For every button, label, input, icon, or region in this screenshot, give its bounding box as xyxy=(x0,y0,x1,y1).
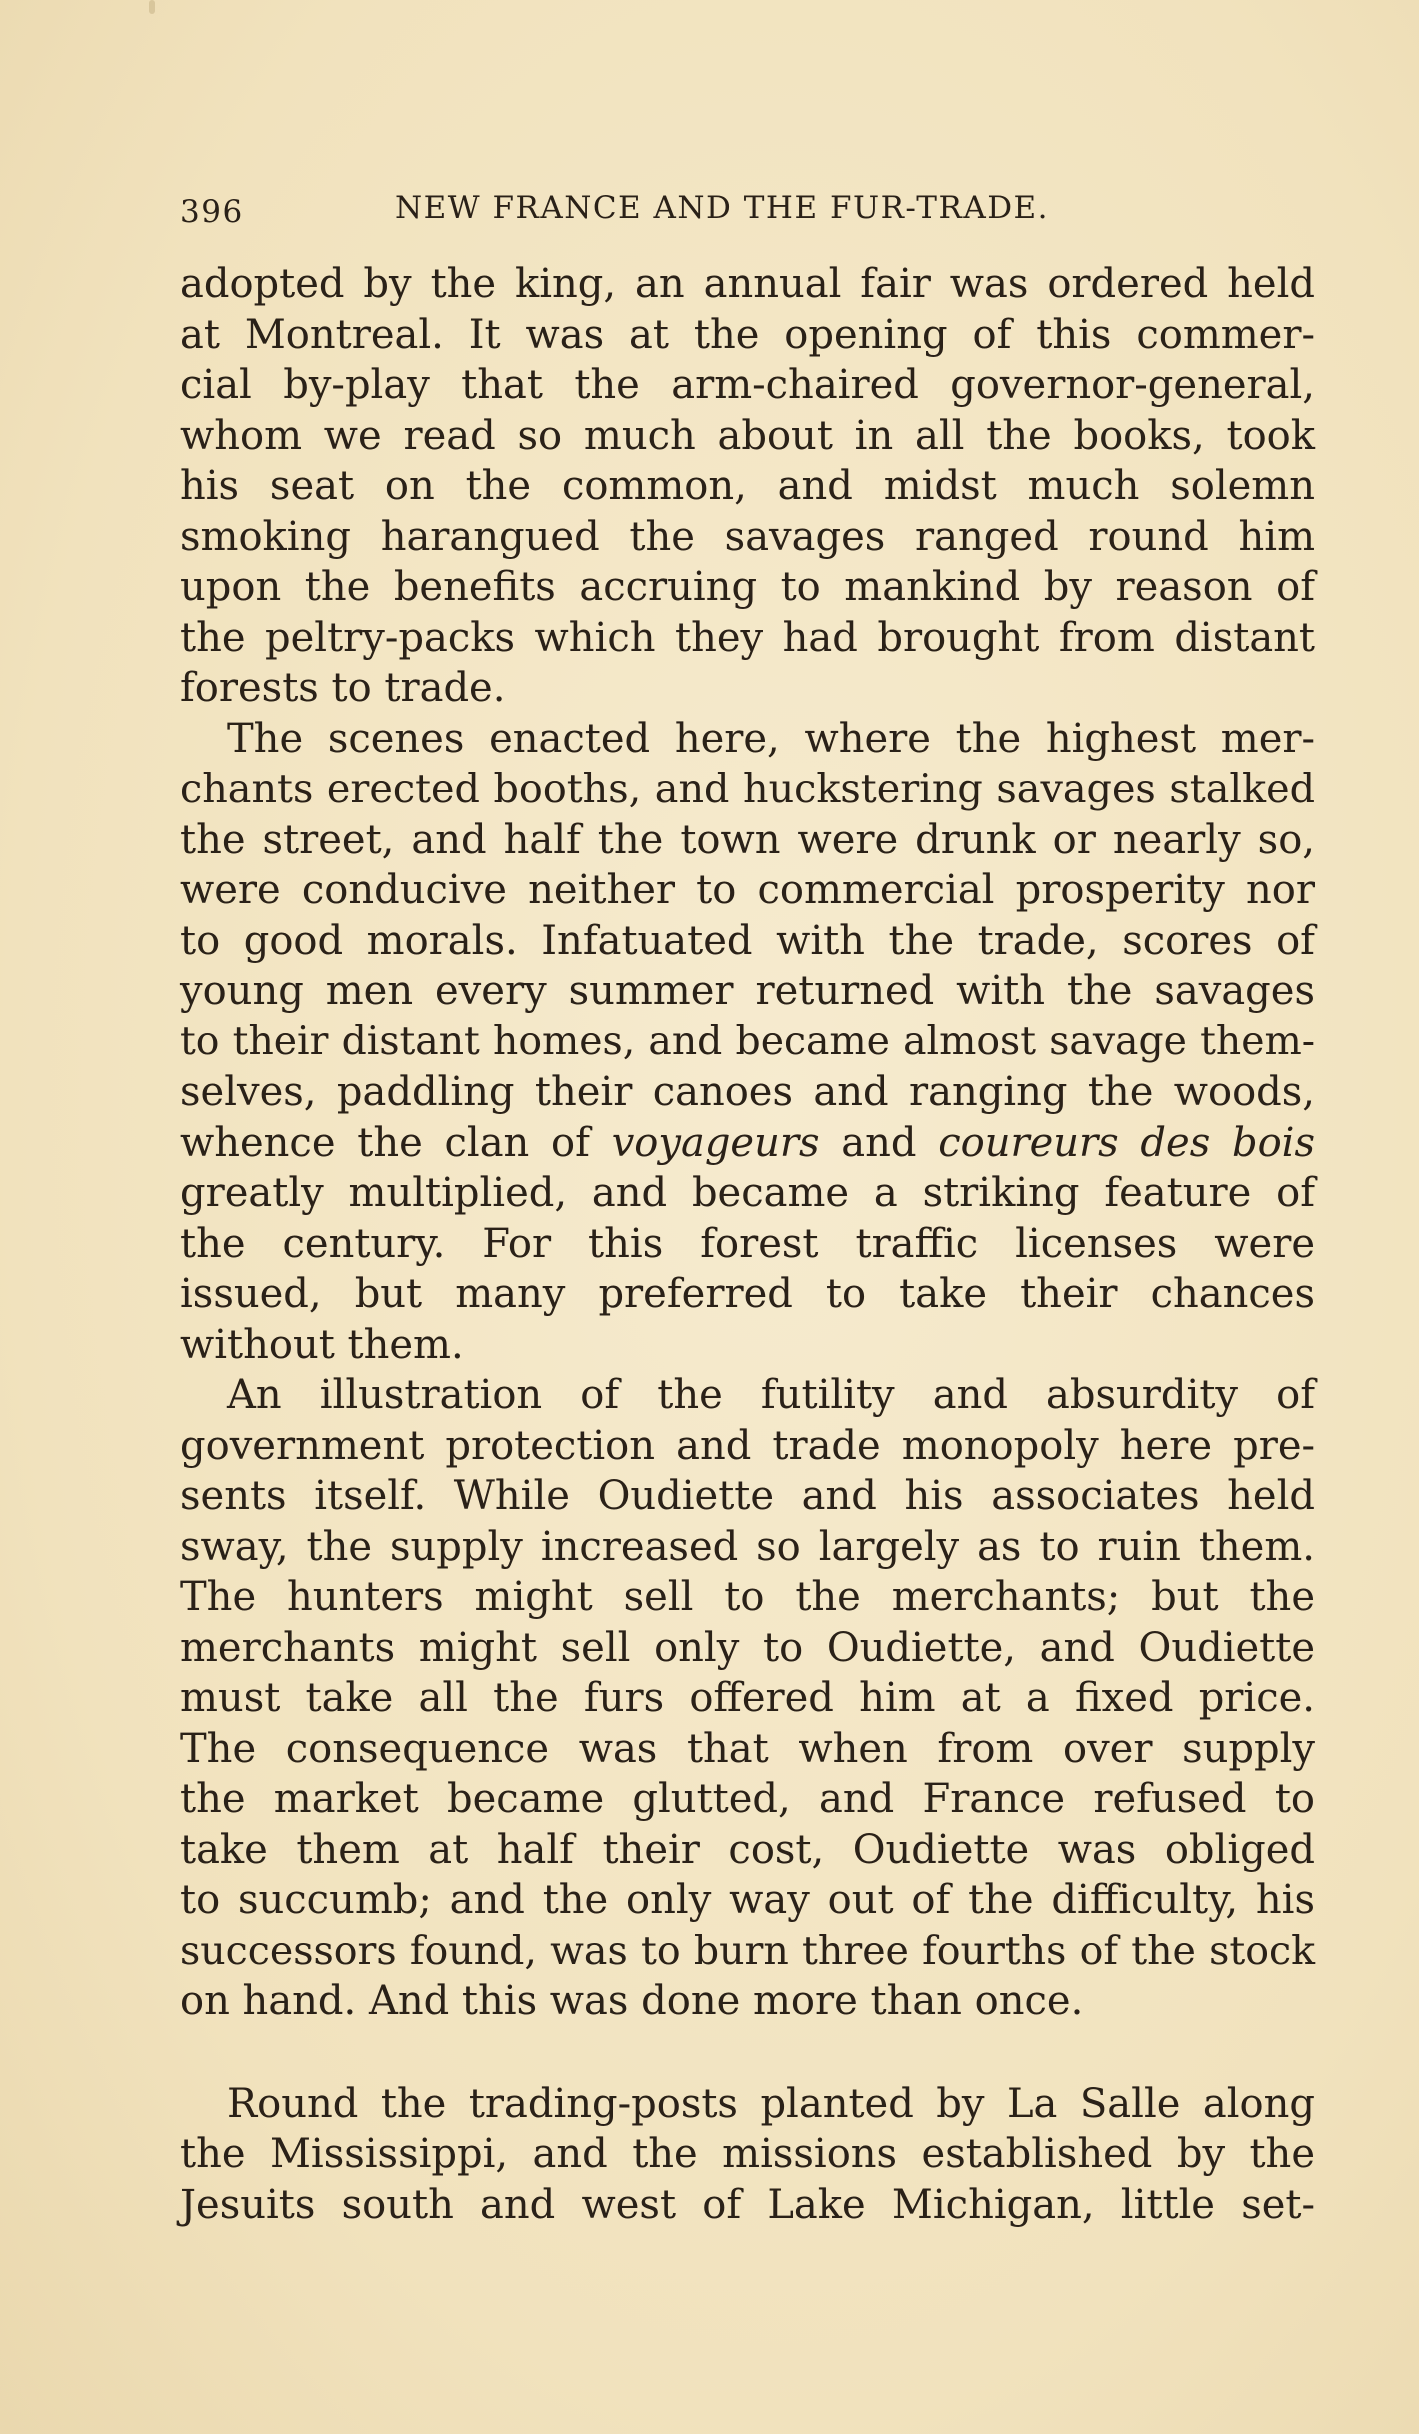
text-line: Jesuits south and west of Lake Michigan, little set- xyxy=(180,2181,1315,2228)
paragraph-2 xyxy=(180,714,1315,1371)
text-line: the peltry-packs which they had brought from distant xyxy=(180,614,1315,661)
text-line: without them. xyxy=(180,1321,464,1368)
text-line: The consequence was that when from over supply xyxy=(180,1725,1315,1772)
text-line: young men every summer returned with the savages xyxy=(180,968,1315,1014)
text-line: at Montreal. It was at the opening of this commer- xyxy=(180,311,1315,358)
text-line: the Mississippi, and the missions established by the xyxy=(180,2131,1315,2177)
text-line: government protection and trade monopoly here pre- xyxy=(180,1422,1315,1469)
italic-term-voyageurs: voyageurs xyxy=(611,1119,820,1166)
text-line: sents itself. While Oudiette and his associates held xyxy=(180,1473,1315,1519)
text-line: upon the benefits accruing to mankind by reason of xyxy=(180,564,1315,610)
text-line: his seat on the common, and midst much solemn xyxy=(180,463,1315,509)
section-break xyxy=(180,2027,1315,2079)
text-line: Round the trading-posts planted by La Salle along xyxy=(227,2080,1315,2127)
text-line: successors found, was to burn three fourths of the stock xyxy=(180,1927,1315,1974)
text-line: take them at half their cost, Oudiette was obliged xyxy=(180,1826,1315,1873)
text-line: to succumb; and the only way out of the difficulty, his xyxy=(180,1877,1315,1923)
text-line: merchants might sell only to Oudiette, and Oudiette xyxy=(180,1624,1315,1671)
text-line: smoking harangued the savages ranged round him xyxy=(180,513,1315,560)
text-line-with-italics xyxy=(180,1118,1315,1169)
text-line: forests to trade. xyxy=(180,665,506,711)
text-line: The hunters might sell to the merchants; but the xyxy=(180,1574,1315,1620)
paper-speck xyxy=(149,0,155,14)
text-line: must take all the furs offered him at a fixed price. xyxy=(180,1675,1315,1721)
body-text xyxy=(180,259,1315,2230)
text-line: An illustration of the futility and absurdity of xyxy=(227,1372,1315,1418)
text-fragment: whence the clan of xyxy=(180,1119,612,1166)
text-line: greatly multiplied, and became a striking feature of xyxy=(180,1170,1315,1216)
text-line: cial by-play that the arm-chaired governor-general, xyxy=(180,362,1315,408)
page-number: 396 xyxy=(180,194,244,230)
text-line: on hand. And this was done more than once. xyxy=(180,1978,1084,2024)
text-line: selves, paddling their canoes and ranging the woods, xyxy=(180,1069,1315,1115)
italic-term-coureurs-des-bois: coureurs des bois xyxy=(938,1119,1315,1166)
text-line: were conducive neither to commercial prosperity nor xyxy=(180,867,1315,913)
text-line: to good morals. Infatuated with the trade, scores of xyxy=(180,917,1315,964)
running-head: NEW FRANCE AND THE FUR-TRADE. xyxy=(395,190,1050,226)
paragraph-1 xyxy=(180,259,1315,714)
page-header xyxy=(180,182,1315,232)
text-line: to their distant homes, and became almost savage them- xyxy=(180,1018,1315,1064)
paragraph-3 xyxy=(180,1370,1315,2027)
text-line: the century. For this forest traffic licenses were xyxy=(180,1220,1315,1267)
text-line: the market became glutted, and France refused to xyxy=(180,1776,1315,1822)
text-line: the street, and half the town were drunk or nearly so, xyxy=(180,816,1315,863)
text-line: issued, but many preferred to take their chances xyxy=(180,1271,1315,1317)
text-line: chants erected booths, and huckstering savages stalked xyxy=(180,766,1315,812)
text-line: sway, the supply increased so largely as to ruin them. xyxy=(180,1523,1315,1570)
text-line: whom we read so much about in all the books, took xyxy=(180,412,1315,459)
text-line: The scenes enacted here, where the highest mer- xyxy=(227,715,1315,762)
text-line: adopted by the king, an annual fair was ordered held xyxy=(180,261,1315,307)
text-fragment: and xyxy=(819,1119,939,1166)
paragraph-4 xyxy=(180,2079,1315,2231)
